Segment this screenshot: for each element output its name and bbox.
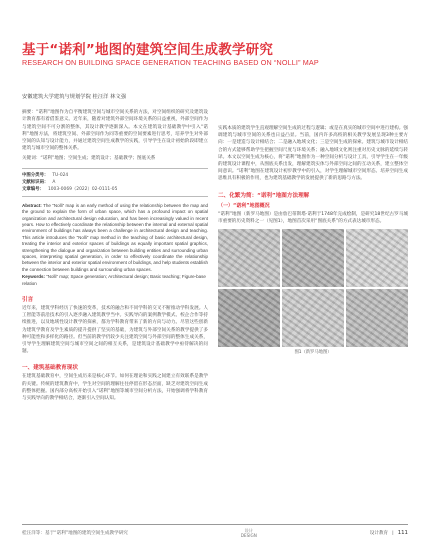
section-1-text: 在建筑基础教育中，空间生成历来是核心环节。如何在理论和实践之间建立有效联系是教学的关键。传统的建筑教育中，学生对空间的理解往往停留在形态层面，缺乏对建筑空间生成的整体把握。国内部分高校开始引入“诺利”地图等城市空间分析方法，开始强调将学科教育与实践导向的教学相结合，逐渐引入空间认知。 bbox=[22, 374, 208, 402]
figure-caption: 图1（新罗马地图） bbox=[294, 350, 332, 356]
left-column bbox=[22, 92, 208, 402]
footer-right bbox=[370, 530, 408, 536]
page-footer bbox=[22, 524, 408, 538]
meta-row bbox=[22, 179, 208, 186]
footer-article-title: 桂汪洋等：基于“诺利”地图的建筑空间生成教学研究 bbox=[22, 531, 128, 536]
map-panel bbox=[218, 289, 280, 347]
intro-heading: 引言 bbox=[22, 297, 34, 304]
map-panel bbox=[218, 229, 280, 287]
subsection-1-text: “诺利”地图（新罗马地图）是由詹巴蒂斯塔·诺利于1748年完成绘制，是研究18世纪古罗马城市重要的历史资料之一（见图1），地图首次采用“图底关系”的方式表达城市形态。 bbox=[218, 211, 408, 224]
article-title: 基于“诺利”地图的建筑空间生成教学研究 bbox=[22, 42, 274, 58]
chinese-abstract: 摘要：“诺利”地图作为自平衡建筑空间与城市空间关系的方法，对空间组织的研究及建筑设计教育都有着借鉴意义。近年来，随着对建筑外部空间环境关系的日益重视，外部空间作为与建筑空间不可分割的整体，其设计教学逐渐深入。本文在建筑设计基础教学中引入“诺利”地图方法，将建筑空间、外部空间作为同等重要的空间要素进行思考，培养学生对外部空间的认知与设计能力，并通过建筑空间生成教学的实践，引导学生在设计初始阶段即建立建筑与城市空间的整体关系。 bbox=[22, 110, 208, 152]
meta-row bbox=[22, 186, 208, 193]
meta-key: 中图分类号： bbox=[22, 172, 49, 178]
meta-value: A bbox=[52, 179, 56, 185]
footer-section-label: 设计教育 bbox=[369, 531, 389, 536]
map-panel bbox=[282, 289, 344, 347]
map-panel bbox=[282, 229, 344, 287]
right-column-text: 实践本质的建筑学生直观理解空间生成的过程与逻辑；或是在真实的城市空间中进行建构。强调建筑与城市空间的关系也日益凸显。当前，国内许多高校的相关教学发展呈现3种主要方向：一是建造与设计相结合；二是融入地域文化；三是空间生成的探索。建筑与城市设计相结合的方式能够帮助学生把握空间尺度与环境关系；融入地域文化则注重对历史文脉的延续与转译。本文以空间生成为核心，将“诺利”地图作为一种空间分析与设计工具，引导学生在一年级的建筑设计课程中，从图底关系出发，理解建筑实体与外部空间之间的互动关系，建立整体空间意识。“诺利”地图在建筑设计初步教学中的引入，对学生理解城市空间形态、培养空间生成思维具有积极的作用，也为建筑基础教学的发展提供了新的思路与方法。 bbox=[218, 126, 408, 182]
english-keywords bbox=[22, 274, 208, 287]
classification-info bbox=[22, 168, 208, 197]
right-column bbox=[218, 125, 408, 355]
english-keywords-label: Keywords: bbox=[22, 274, 46, 280]
chinese-keywords: 关键词：“诺利”地图；空间生成；建筑设计；基础教学；图底关系 bbox=[22, 155, 156, 161]
footer-divider: | bbox=[392, 530, 394, 536]
journal-logo-cn: 设计 bbox=[244, 528, 253, 533]
intro-text: 近年来，建筑学科经历了快速的变革，技术的融合和不同学科的交叉不断推动学科发展。人工智能等前沿技术的引入逐步融入建筑教学当中。实践导向的案例教学模式、校企合作等持续推进，以及地域性设计教学的探索，都为学科教育带来了新的方向与动力。尽管这些创新为建筑学教育及学生素质的提升提供了坚实的基础，为建筑与外部空间关系的教学提供了多种可能性和多样化的路径。但当前的教学仍较少关注建筑空间与外部空间的整体生成关系，引导学生理解建筑空间与城市空间之间的相互关系，是建筑设计基础教学中亟待解决的问题。 bbox=[22, 306, 208, 355]
subsection-1-heading: （一）“诺利”地图概况 bbox=[218, 202, 270, 209]
journal-logo-en: DESIGN bbox=[240, 533, 257, 538]
map-panel bbox=[346, 229, 408, 287]
english-abstract-text: The “Nolli” map is an early method of using the relationship between the map and the ground to explain the form of urban space, which has a profound impact on spatial organization and architectural design education, and has been increasingly valued in recent years. How to effectively coordinate the relationship between the internal and external spatial environment of buildings has always been a challenge in architectural design and teaching. This article introduces the “Nolli” map method in the teaching of basic architectural design, treating the interior and exterior spaces of buildings as equally important spatial graphics, strengthening the dialogue and organization between building entities and surrounding urban spaces, interpreting spatial generation, in order to effectively coordinate the relationship between the interior and exterior spatial environment of buildings, and help students establish the connection between buildings and surrounding urban spaces. bbox=[22, 202, 209, 272]
section-1-heading: 一、建筑基础教育现状 bbox=[22, 365, 78, 372]
section-2-heading: 二、化繁为简：“诺利”地图方法理解 bbox=[218, 192, 310, 199]
page-number: 111 bbox=[397, 530, 408, 536]
english-abstract bbox=[22, 203, 208, 273]
meta-key: 文献标识码： bbox=[22, 179, 49, 185]
author-affiliation: 安徽建筑大学建筑与规划学院 桂汪洋 林文强 bbox=[22, 94, 127, 100]
journal-logo bbox=[241, 528, 257, 538]
english-abstract-label: Abstract: bbox=[22, 202, 42, 208]
map-panel bbox=[346, 289, 408, 347]
article-title-english: RESEARCH ON BUILDING SPACE GENERATION TEACHING BASED ON “NOLLI” MAP bbox=[22, 58, 319, 67]
meta-key: 文章编号： bbox=[22, 186, 44, 192]
meta-value: TU-024 bbox=[52, 172, 69, 178]
meta-value: 1003-0069（2022）02-0111-05 bbox=[47, 186, 118, 192]
nolli-map-figure bbox=[218, 229, 408, 347]
meta-row bbox=[22, 172, 208, 179]
english-keywords-text: “Nolli” map; Space generation; Architectural design; Basic teaching; Figure-base relation bbox=[22, 274, 206, 286]
